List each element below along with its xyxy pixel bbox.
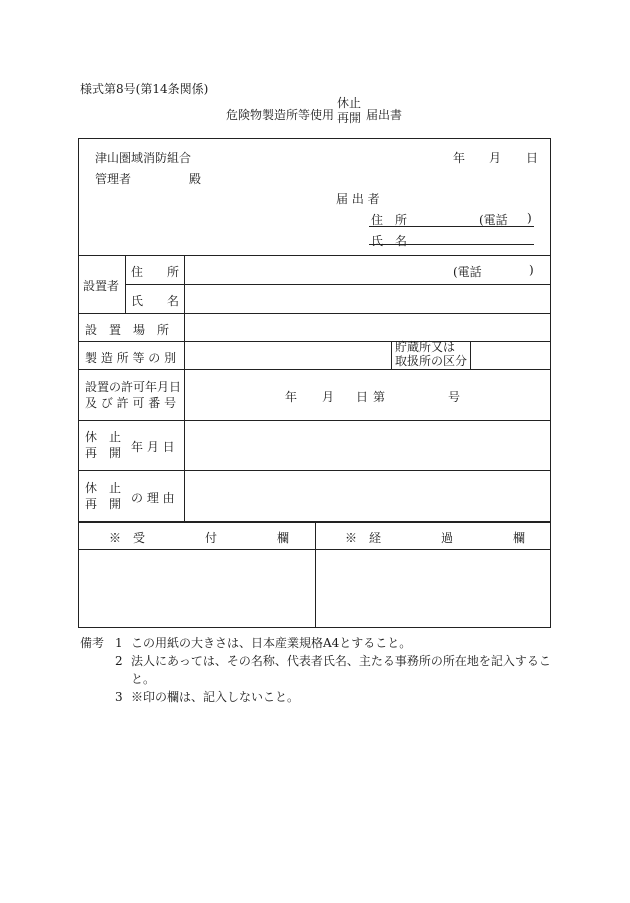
- notifier-phone-label: (電話: [479, 213, 508, 227]
- divider: [79, 420, 550, 421]
- progress-column-header: ※ 経 過 欄: [345, 531, 526, 545]
- installer-address-label: 住 所: [131, 265, 180, 279]
- notifier-label: 届 出 者: [336, 192, 380, 206]
- installer-label: 設置者: [83, 279, 120, 293]
- notifier-name-underline: [369, 244, 534, 245]
- date-year-label: 年: [453, 151, 466, 165]
- form-number: 様式第8号(第14条関係): [80, 82, 209, 96]
- permit-number-suffix: 号: [448, 390, 461, 404]
- divider: [315, 521, 316, 627]
- permit-label: 設置の許可年月日 及 び 許 可 番 号: [85, 380, 182, 410]
- installer-phone-close: ): [529, 263, 534, 277]
- honorific-label: 殿: [189, 172, 202, 186]
- form-title-suffix: 届出書: [366, 108, 403, 122]
- date-day-label: 日: [526, 151, 539, 165]
- date-row-label: 年 月 日: [131, 440, 175, 454]
- notes-list: [115, 634, 551, 706]
- divider: [79, 341, 550, 342]
- organization-name: 津山圏域消防組合: [95, 151, 192, 165]
- form-title: 危険物製造所等使用: [226, 108, 335, 122]
- notifier-name-label: 氏 名: [371, 234, 408, 248]
- divider: [470, 341, 471, 369]
- suspend-resume-reason-label: 休 止 再 開: [85, 481, 122, 511]
- note-item: 3 ※印の欄は、記入しないこと。: [115, 690, 300, 704]
- divider: [79, 470, 550, 471]
- note-item: 1 この用紙の大きさは、日本産業規格A4とすること。: [115, 636, 412, 650]
- divider: [125, 255, 126, 313]
- divider: [79, 313, 550, 314]
- form-table: [78, 138, 551, 628]
- divider: [79, 255, 550, 256]
- title-options: [337, 96, 361, 126]
- reception-column-header: ※ 受 付 欄: [109, 531, 290, 545]
- title-option-suspend: 休止: [337, 96, 362, 110]
- reason-row-label: の 理 由: [131, 491, 175, 505]
- note-item: と。: [131, 672, 156, 686]
- suspend-resume-date-label: 休 止 再 開: [85, 430, 122, 460]
- storage-class-label: 貯蔵所又は 取扱所の区分: [395, 340, 468, 368]
- divider: [184, 255, 185, 521]
- notifier-address-underline: [369, 226, 534, 227]
- location-label: 設 置 場 所: [85, 323, 170, 337]
- notifier-phone-close: ): [527, 211, 532, 225]
- administrator-label: 管理者: [95, 172, 132, 186]
- permit-number-prefix: 第: [373, 390, 386, 404]
- date-month-label: 月: [489, 151, 502, 165]
- notifier-address-label: 住 所: [371, 213, 408, 227]
- installer-phone-label: (電話: [453, 265, 482, 279]
- note-item: 2 法人にあっては、その名称、代表者氏名、主たる事務所の所在地を記入するこ: [115, 654, 551, 668]
- installer-name-label: 氏 名: [131, 294, 180, 308]
- title-option-resume: 再開: [337, 111, 362, 125]
- permit-year-label: 年: [285, 390, 298, 404]
- permit-month-label: 月: [322, 390, 335, 404]
- divider: [125, 284, 550, 285]
- notes-heading: 備考: [80, 636, 105, 650]
- divider: [391, 341, 392, 369]
- permit-day-label: 日: [356, 390, 369, 404]
- divider: [79, 369, 550, 370]
- facility-type-label: 製 造 所 等 の 別: [85, 351, 177, 365]
